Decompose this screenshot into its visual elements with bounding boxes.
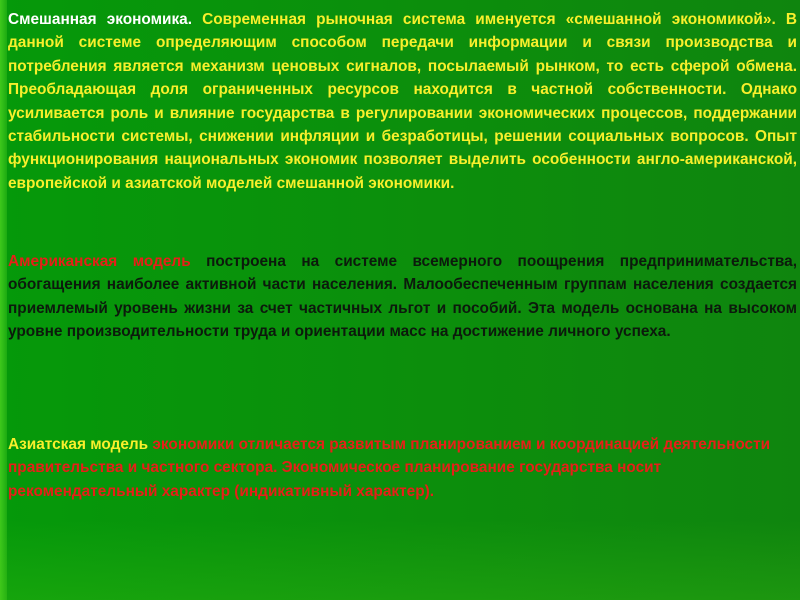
paragraph-2-lead: Американская модель xyxy=(8,253,191,270)
paragraph-1-text: Современная рыночная система именуется «смешанной экономикой». В данной системе определяющим способом передачи информации и связи производства и потребления является механизм ценовых сигналов, посылаемый рынком, то есть сферой обмена. Преобладающая доля ограниченных ресурсов находится в частной собственности. Однако усиливается роль и влияние государства в регулировании экономических процессов, поддержании стабильности системы, снижении инфляции и безработицы, решении социальных вопросов. Опыт функционирования национальных экономик позволяет выделить особенности англо-американской, европейской и азиатской моделей смешанной экономики. xyxy=(8,11,797,192)
paragraph-mixed-economy xyxy=(8,8,797,195)
paragraph-2-text: построена на системе всемерного поощрения предпринимательства, обогащения наиболее активной части населения. Малообеспеченным группам населения создается приемлемый уровень жизни за счет частичных льгот и пособий. Эта модель основана на высоком уровне производительности труда и ориентации масс на достижение личного успеха. xyxy=(8,253,797,341)
paragraph-asian-model xyxy=(8,433,797,503)
paragraph-american-model xyxy=(8,250,797,344)
paragraph-3-text: экономики отличается развитым планированием и координацией деятельности правительства и частного сектора. Экономическое планирование государства носит рекомендательный характер (индикативный характер). xyxy=(8,436,771,500)
paragraph-3-lead: Азиатская модель xyxy=(8,436,149,453)
bottom-glow xyxy=(0,520,800,600)
left-accent-strip xyxy=(0,0,7,600)
paragraph-1-lead: Смешанная экономика. xyxy=(8,11,193,28)
